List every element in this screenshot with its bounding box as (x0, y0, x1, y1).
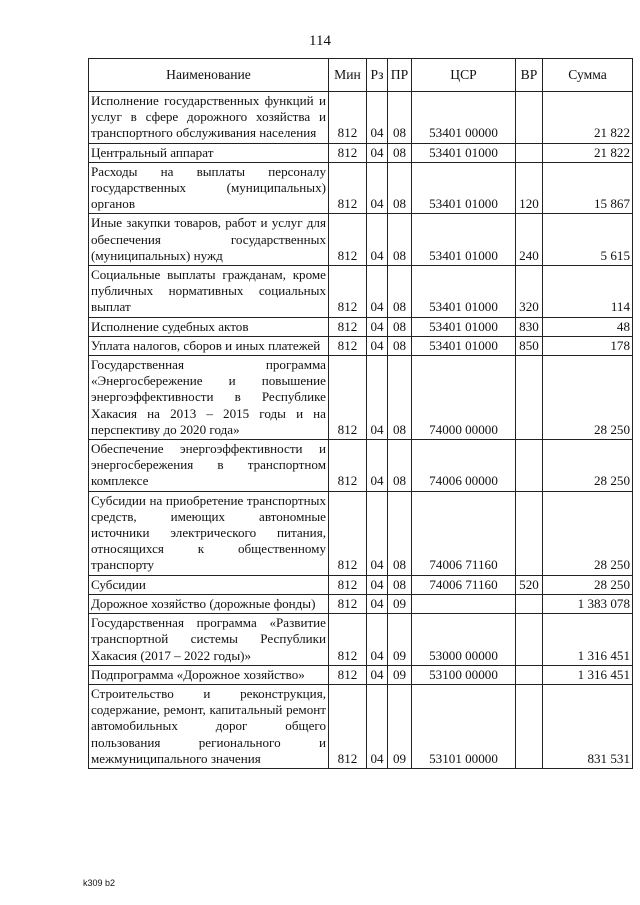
cell-name: Центральный аппарат (89, 143, 329, 162)
cell-vr (516, 594, 543, 613)
cell-min: 812 (329, 92, 367, 144)
cell-name: Исполнение государственных функций и услуг в сфере дорожного хозяйства и транспортного обслуживания населения (89, 92, 329, 144)
cell-sum: 5 615 (543, 214, 633, 266)
table-row (89, 594, 633, 613)
cell-vr (516, 614, 543, 666)
cell-rz: 04 (367, 162, 388, 214)
cell-pr: 08 (388, 266, 412, 318)
cell-name: Подпрограмма «Дорожное хозяйство» (89, 665, 329, 684)
cell-min: 812 (329, 665, 367, 684)
table-row (89, 266, 633, 318)
cell-pr: 08 (388, 214, 412, 266)
table-row (89, 162, 633, 214)
cell-name: Дорожное хозяйство (дорожные фонды) (89, 594, 329, 613)
cell-rz: 04 (367, 336, 388, 355)
cell-csr: 53401 01000 (412, 214, 516, 266)
cell-name: Расходы на выплаты персоналу государственных (муниципальных) органов (89, 162, 329, 214)
table-row (89, 575, 633, 594)
cell-sum: 28 250 (543, 575, 633, 594)
cell-rz: 04 (367, 92, 388, 144)
cell-pr: 08 (388, 440, 412, 492)
cell-sum: 28 250 (543, 356, 633, 440)
cell-sum: 1 316 451 (543, 614, 633, 666)
cell-pr: 09 (388, 665, 412, 684)
cell-name: Иные закупки товаров, работ и услуг для обеспечения государственных (муниципальных) нужд (89, 214, 329, 266)
cell-sum: 15 867 (543, 162, 633, 214)
cell-sum: 178 (543, 336, 633, 355)
cell-name: Государственная программа «Энергосбережение и повышение энергоэффективности в Республике Хакасия на 2013 – 2015 годы и на перспективу до 2020 года» (89, 356, 329, 440)
cell-vr (516, 665, 543, 684)
cell-rz: 04 (367, 594, 388, 613)
cell-min: 812 (329, 266, 367, 318)
cell-min: 812 (329, 575, 367, 594)
cell-rz: 04 (367, 684, 388, 768)
cell-pr: 08 (388, 575, 412, 594)
col-header-min: Мин (329, 59, 367, 92)
cell-vr: 240 (516, 214, 543, 266)
cell-rz: 04 (367, 317, 388, 336)
col-header-sum: Сумма (543, 59, 633, 92)
cell-min: 812 (329, 336, 367, 355)
cell-pr: 09 (388, 614, 412, 666)
cell-rz: 04 (367, 266, 388, 318)
cell-vr (516, 92, 543, 144)
col-header-name: Наименование (89, 59, 329, 92)
cell-pr: 08 (388, 491, 412, 575)
cell-name: Субсидии на приобретение транспортных средств, имеющих автономные источники электрического питания, относящихся к общественному транспорту (89, 491, 329, 575)
table-header-row (89, 59, 633, 92)
cell-min: 812 (329, 614, 367, 666)
cell-sum: 21 822 (543, 92, 633, 144)
cell-rz: 04 (367, 356, 388, 440)
cell-sum: 28 250 (543, 491, 633, 575)
cell-name: Исполнение судебных актов (89, 317, 329, 336)
cell-csr: 53401 01000 (412, 317, 516, 336)
cell-vr: 320 (516, 266, 543, 318)
cell-min: 812 (329, 214, 367, 266)
cell-rz: 04 (367, 491, 388, 575)
cell-sum: 48 (543, 317, 633, 336)
cell-csr: 53401 01000 (412, 266, 516, 318)
cell-csr: 53101 00000 (412, 684, 516, 768)
table-row (89, 665, 633, 684)
page-number: 114 (309, 33, 331, 49)
cell-csr: 53401 01000 (412, 143, 516, 162)
cell-min: 812 (329, 491, 367, 575)
col-header-pr: ПР (388, 59, 412, 92)
cell-pr: 08 (388, 356, 412, 440)
table-row (89, 614, 633, 666)
table-row (89, 143, 633, 162)
cell-rz: 04 (367, 440, 388, 492)
table-row (89, 684, 633, 768)
cell-csr: 53401 00000 (412, 92, 516, 144)
cell-rz: 04 (367, 143, 388, 162)
cell-pr: 08 (388, 336, 412, 355)
cell-vr (516, 491, 543, 575)
footer-code: k309 b2 (83, 878, 116, 888)
cell-min: 812 (329, 684, 367, 768)
table-row (89, 92, 633, 144)
cell-csr: 53000 00000 (412, 614, 516, 666)
cell-sum: 114 (543, 266, 633, 318)
cell-name: Социальные выплаты гражданам, кроме публичных нормативных социальных выплат (89, 266, 329, 318)
cell-csr: 74006 00000 (412, 440, 516, 492)
cell-name: Субсидии (89, 575, 329, 594)
cell-name: Обеспечение энергоэффективности и энергосбережения в транспортном комплексе (89, 440, 329, 492)
table-row (89, 491, 633, 575)
cell-sum: 1 316 451 (543, 665, 633, 684)
cell-sum: 1 383 078 (543, 594, 633, 613)
cell-csr (412, 594, 516, 613)
table-row (89, 336, 633, 355)
cell-min: 812 (329, 440, 367, 492)
budget-table (88, 58, 633, 769)
table-row (89, 440, 633, 492)
cell-sum: 21 822 (543, 143, 633, 162)
cell-vr: 830 (516, 317, 543, 336)
cell-name: Государственная программа «Развитие транспортной системы Республики Хакасия (2017 – 2022 годы)» (89, 614, 329, 666)
cell-min: 812 (329, 594, 367, 613)
cell-name: Строительство и реконструкция, содержание, ремонт, капитальный ремонт автомобильных дорог общего пользования регионального и межмуниципального значения (89, 684, 329, 768)
cell-vr (516, 440, 543, 492)
cell-sum: 28 250 (543, 440, 633, 492)
cell-csr: 53100 00000 (412, 665, 516, 684)
cell-vr: 850 (516, 336, 543, 355)
cell-csr: 53401 01000 (412, 336, 516, 355)
cell-min: 812 (329, 317, 367, 336)
cell-min: 812 (329, 143, 367, 162)
cell-min: 812 (329, 162, 367, 214)
table-row (89, 317, 633, 336)
cell-rz: 04 (367, 214, 388, 266)
col-header-vr: ВР (516, 59, 543, 92)
cell-csr: 74006 71160 (412, 575, 516, 594)
cell-pr: 08 (388, 92, 412, 144)
col-header-csr: ЦСР (412, 59, 516, 92)
cell-pr: 08 (388, 317, 412, 336)
col-header-rz: Рз (367, 59, 388, 92)
cell-vr: 520 (516, 575, 543, 594)
cell-vr (516, 143, 543, 162)
cell-pr: 09 (388, 684, 412, 768)
cell-name: Уплата налогов, сборов и иных платежей (89, 336, 329, 355)
cell-vr: 120 (516, 162, 543, 214)
cell-pr: 08 (388, 162, 412, 214)
cell-pr: 08 (388, 143, 412, 162)
cell-csr: 53401 01000 (412, 162, 516, 214)
cell-vr (516, 356, 543, 440)
cell-pr: 09 (388, 594, 412, 613)
cell-csr: 74000 00000 (412, 356, 516, 440)
cell-vr (516, 684, 543, 768)
cell-min: 812 (329, 356, 367, 440)
cell-rz: 04 (367, 665, 388, 684)
cell-rz: 04 (367, 614, 388, 666)
cell-csr: 74006 71160 (412, 491, 516, 575)
table-row (89, 356, 633, 440)
cell-sum: 831 531 (543, 684, 633, 768)
table-row (89, 214, 633, 266)
cell-rz: 04 (367, 575, 388, 594)
